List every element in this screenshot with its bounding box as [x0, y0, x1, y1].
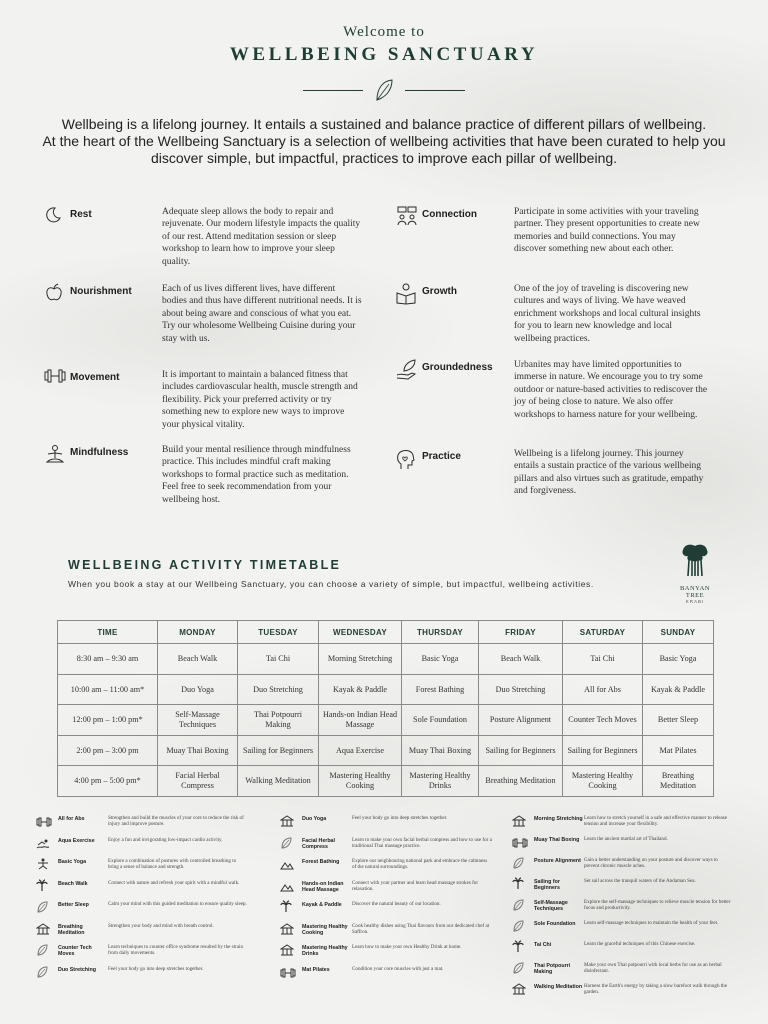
pillar-name: Groundedness: [422, 362, 493, 373]
timetable-row: [58, 674, 714, 705]
column-header: FRIDAY: [479, 621, 563, 644]
legend-item: [280, 900, 510, 922]
mountain-icon: [280, 879, 302, 893]
legend-item: [36, 879, 276, 901]
legend-activity-description: Learn to make your own facial herbal compress and how to use for a traditional Thai massage practice.: [352, 836, 492, 849]
pavilion-icon: [280, 922, 302, 936]
pavilion-icon: [36, 922, 58, 936]
legend-item: [280, 836, 510, 858]
legend-activity-description: Learn techniques to counter office syndrome resulted by the strain from daily movements.: [108, 944, 243, 957]
activity-cell: Basic Yoga: [643, 644, 714, 675]
legend-activity-name: Mastering Healthy Drinks: [302, 945, 348, 958]
legend-activity-description: Explore the self-massage techniques to relieve muscle tension for better focus and productivity.: [584, 899, 731, 912]
intro-paragraph: [30, 116, 738, 167]
dumbbell-icon: [280, 965, 302, 979]
legend-activity-name: Muay Thai Boxing: [534, 837, 580, 843]
legend-item: [512, 877, 744, 898]
legend-item: [280, 814, 510, 836]
activity-cell: Beach Walk: [479, 644, 563, 675]
legend-item: [512, 961, 744, 982]
tree-icon: [680, 542, 710, 578]
legend-item: [36, 900, 276, 922]
legend-activity-name: Posture Alignment: [534, 858, 581, 864]
leaf-icon: [512, 856, 534, 870]
legend-activity-name: Basic Yoga: [58, 859, 87, 865]
pillar-rest: [44, 206, 362, 268]
activity-cell: Muay Thai Boxing: [158, 735, 238, 766]
leaf-icon: [36, 943, 58, 957]
pillar-mindfulness: [44, 444, 362, 506]
legend-activity-name: Forest Bathing: [302, 859, 340, 865]
legend-activity-description: Explore our neighbouring national park and embrace the calmness of the natural surroundings.: [352, 858, 488, 871]
legend-column: [36, 814, 276, 986]
palm-icon: [512, 877, 534, 891]
legend-item: [36, 943, 276, 965]
pillar-description: Each of us lives different lives, have different bodies and thus have different nutritional needs. It is about being aware and conscious of what you eat. Try our wholesome Wellbeing Cuisine during your stay with us.: [162, 284, 362, 344]
legend-activity-name: Mat Pilates: [302, 966, 330, 973]
leaf-icon: [280, 836, 302, 850]
legend-activity-description: Harness the Earth's energy by taking a slow barefoot walk through the garden.: [584, 983, 727, 996]
leaf-icon: [512, 919, 534, 933]
moon-icon: [44, 206, 70, 228]
page-title: WELLBEING SANCTUARY: [229, 44, 539, 65]
activity-cell: Kayak & Paddle: [643, 674, 714, 705]
column-header: TIME: [58, 621, 158, 644]
legend-activity-description: Learn self-massage techniques to maintain the health of your feet.: [584, 920, 719, 926]
activity-cell: Breathing Meditation: [479, 766, 563, 797]
timetable-title: WELLBEING ACTIVITY TIMETABLE: [68, 558, 342, 572]
palm-icon: [280, 900, 302, 914]
legend-item: [512, 835, 744, 856]
activity-cell: Forest Bathing: [402, 674, 479, 705]
legend-column: [280, 814, 510, 986]
divider-line-left: [303, 90, 363, 91]
brand-location: KRABI: [685, 599, 705, 604]
legend-activity-name: Beach Walk: [58, 880, 88, 887]
legend-activity-description: Learn the graceful techniques of this Chinese exercise.: [584, 941, 696, 947]
legend-item: [512, 940, 744, 961]
divider-line-right: [405, 90, 465, 91]
activity-cell: Mastering Healthy Cooking: [319, 766, 402, 797]
legend-activity-name: Morning Stretching: [534, 816, 583, 822]
legend-activity-name: Duo Yoga: [302, 816, 327, 822]
legend-column: [512, 814, 744, 1003]
activity-cell: Tai Chi: [563, 644, 643, 675]
legend-item: [36, 836, 276, 858]
pavilion-icon: [512, 814, 534, 828]
activity-cell: Facial Herbal Compress: [158, 766, 238, 797]
title-divider: [0, 78, 768, 102]
pillar-practice: [396, 448, 708, 498]
activity-cell: Mastering Healthy Drinks: [402, 766, 479, 797]
leaf-icon: [373, 78, 395, 102]
legend-item: [280, 943, 510, 965]
pavilion-icon: [280, 814, 302, 828]
intro-line: At the heart of the Wellbeing Sanctuary is a selection of wellbeing activities that have been curated to help you: [42, 133, 726, 149]
legend-activity-name: Self-Massage Techniques: [534, 900, 568, 913]
leaf-icon: [36, 900, 58, 914]
legend-activity-name: Better Sleep: [58, 902, 89, 908]
legend-item: [512, 814, 744, 835]
pillar-description: Wellbeing is a lifelong journey. This journey entails a sustain practice of the various wellbeing pillars and also virtues such as gratitude, empathy and forgiveness.: [514, 449, 704, 497]
mountain-icon: [280, 857, 302, 871]
legend-activity-description: Cook healthy dishes using Thai flavours from our dedicated chef at Saffron.: [352, 922, 490, 935]
legend-activity-description: Strengthen your body and mind with breath control.: [108, 922, 214, 929]
activity-cell: Duo Stretching: [238, 674, 319, 705]
pillar-name: Practice: [422, 451, 461, 462]
legend-activity-description: Learn the ancient martial art of Thailand.: [584, 836, 668, 842]
swim-icon: [36, 836, 58, 850]
activity-cell: Tai Chi: [238, 644, 319, 675]
pillar-name: Connection: [422, 209, 477, 220]
activity-cell: Breathing Meditation: [643, 766, 714, 797]
legend-activity-description: Connect with your partner and learn head massage strokes for relaxation.: [352, 879, 479, 892]
legend-activity-name: Facial Herbal Compress: [302, 837, 335, 850]
head-heart-icon: [396, 448, 422, 470]
activity-cell: All for Abs: [563, 674, 643, 705]
legend-activity-name: Tai Chi: [534, 942, 552, 948]
dumbbell-icon: [36, 814, 58, 828]
legend-activity-name: Breathing Meditation: [58, 923, 85, 936]
legend-item: [36, 814, 276, 836]
pavilion-icon: [280, 943, 302, 957]
time-cell: 4:00 pm – 5:00 pm*: [58, 766, 158, 797]
legend-item: [36, 922, 276, 944]
time-cell: 10:00 am – 11:00 am*: [58, 674, 158, 705]
activity-cell: Beach Walk: [158, 644, 238, 675]
pillar-description: One of the joy of traveling is discovering new cultures and ways of living. We have weaved enrichment workshops and local cultural insights for you to learn new knowledge and local wellbeing practices.: [514, 284, 701, 344]
activity-cell: Sailing for Beginners: [563, 735, 643, 766]
banyan-tree-logo: [670, 542, 720, 604]
legend-item: [512, 898, 744, 919]
activity-cell: Hands-on Indian Head Massage: [319, 705, 402, 736]
legend-activity-name: Sailing for Beginners: [534, 879, 560, 892]
legend-activity-name: Hands-on Indian Head Massage: [302, 880, 344, 893]
pillar-groundedness: [396, 359, 708, 421]
pavilion-icon: [512, 982, 534, 996]
activity-cell: Basic Yoga: [402, 644, 479, 675]
activity-cell: Morning Stretching: [319, 644, 402, 675]
pillar-name: Growth: [422, 286, 457, 297]
leaf-icon: [512, 961, 534, 975]
legend-item: [280, 857, 510, 879]
activity-cell: Mat Pilates: [643, 735, 714, 766]
legend-activity-description: Make your own Thai potpourri with local herbs for use as an herbal disinfectant.: [584, 962, 722, 975]
pillar-name: Movement: [70, 372, 120, 383]
legend-activity-description: Gain a better understanding on your posture and discover ways to prevent chronic muscle aches.: [584, 857, 718, 870]
legend-activity-description: Learn how to make your own Healthy Drink at home.: [352, 944, 462, 950]
pillar-name: Mindfulness: [70, 447, 129, 458]
legend-activity-name: Counter Tech Moves: [58, 945, 92, 958]
pillar-description: Participate in some activities with your traveling partner. They present opportunities to create new memories and build connections. You may discover something new about each other.: [514, 207, 700, 255]
palm-icon: [512, 940, 534, 954]
activity-cell: Counter Tech Moves: [563, 705, 643, 736]
legend-activity-description: Calm your mind with this guided meditation to ensure quality sleep.: [108, 901, 247, 907]
hand-leaf-icon: [396, 359, 422, 381]
pillar-nourishment: [44, 283, 362, 345]
legend-activity-name: Thai Potpourri Making: [534, 963, 571, 976]
legend-activity-description: Feel your body go into deep stretches together.: [352, 815, 448, 821]
intro-line: discover simple, but impactful, practices to improve each pillar of wellbeing.: [150, 150, 618, 166]
legend-activity-name: Mastering Healthy Cooking: [302, 923, 348, 936]
book-icon: [396, 283, 422, 305]
legend-activity-description: Enjoy a fun and invigorating low-impact cardio activity.: [108, 836, 223, 843]
column-header: SUNDAY: [643, 621, 714, 644]
column-header: MONDAY: [158, 621, 238, 644]
timetable-row: [58, 735, 714, 766]
legend-activity-name: Kayak & Paddle: [302, 902, 342, 908]
legend-activity-description: Set sail across the tranquil waters of the Andaman Sea.: [584, 878, 696, 884]
welcome-text: Welcome to: [343, 24, 425, 40]
column-header: THURSDAY: [402, 621, 479, 644]
legend-activity-name: Walking Meditation: [534, 984, 583, 990]
pillar-name: Rest: [70, 209, 92, 220]
people-icon: [396, 206, 422, 228]
dumbbell-icon: [44, 369, 70, 391]
time-cell: 12:00 pm – 1:00 pm*: [58, 705, 158, 736]
legend-activity-name: Aqua Exercise: [58, 837, 95, 844]
legend-activity-description: Discover the natural beauty of our location.: [352, 901, 441, 907]
legend-item: [280, 879, 510, 901]
activity-cell: Duo Stretching: [479, 674, 563, 705]
legend-item: [280, 965, 510, 987]
activity-cell: Duo Yoga: [158, 674, 238, 705]
column-header: TUESDAY: [238, 621, 319, 644]
legend-activity-description: Connect with nature and refresh your spirit with a mindful walk.: [108, 879, 240, 886]
pillar-connection: [396, 206, 708, 256]
legend-item: [36, 857, 276, 879]
activity-timetable: [57, 620, 714, 797]
pillar-description: It is important to maintain a balanced fitness that includes cardiovascular health, muscle strength and flexibility. Pick your preferred activity or try something new to explore new ways to improve your physical vitality.: [162, 370, 358, 430]
column-header: SATURDAY: [563, 621, 643, 644]
timetable-row: [58, 644, 714, 675]
legend-activity-description: Strengthen and build the muscles of your core to reduce the risk of injury and improve posture.: [108, 815, 244, 828]
activity-cell: Thai Potpourri Making: [238, 705, 319, 736]
leaf-icon: [36, 965, 58, 979]
legend-activity-name: All for Abs: [58, 816, 85, 822]
time-cell: 2:00 pm – 3:00 pm: [58, 735, 158, 766]
legend-activity-description: Condition your core muscles with just a mat.: [352, 965, 444, 972]
pillar-movement: [44, 369, 362, 431]
dumbbell-icon: [512, 835, 534, 849]
intro-line: Wellbeing is a lifelong journey. It entails a sustained and balance practice of different pillars of wellbeing.: [61, 116, 707, 132]
activity-cell: Better Sleep: [643, 705, 714, 736]
legend-item: [512, 919, 744, 940]
activity-cell: Sole Foundation: [402, 705, 479, 736]
apple-icon: [44, 283, 70, 305]
activity-cell: Kayak & Paddle: [319, 674, 402, 705]
timetable-header-row: [58, 621, 714, 644]
legend-item: [512, 982, 744, 1003]
meditation-icon: [44, 444, 70, 466]
activity-cell: Sailing for Beginners: [479, 735, 563, 766]
legend-activity-description: Learn how to stretch yourself in a safe and effective manner to release tension and increase your flexibility.: [584, 815, 728, 828]
timetable-row: [58, 705, 714, 736]
activity-cell: Sailing for Beginners: [238, 735, 319, 766]
pillar-description: Urbanites may have limited opportunities to immerse in nature. We encourage you to try some outdoor or nature-based activities to rediscover the joy of being close to nature. We also offer workshops to harness nature for your wellbeing.: [514, 360, 708, 420]
palm-icon: [36, 879, 58, 893]
timetable-subtitle: When you book a stay at our Wellbeing Sanctuary, you can choose a variety of simple, but impactful, wellbeing activities.: [68, 579, 594, 589]
activity-cell: Walking Meditation: [238, 766, 319, 797]
yoga-icon: [36, 857, 58, 871]
leaf-icon: [512, 898, 534, 912]
activity-cell: Posture Alignment: [479, 705, 563, 736]
legend-item: [36, 965, 276, 987]
pillar-description: Build your mental resilience through mindfulness practice. This includes mindful craft making workshops to formal practice such as meditation. Feel free to seek recommendation from your wellbeing host.: [162, 445, 351, 505]
activity-cell: Muay Thai Boxing: [402, 735, 479, 766]
time-cell: 8:30 am – 9:30 am: [58, 644, 158, 675]
activity-cell: Aqua Exercise: [319, 735, 402, 766]
timetable-row: [58, 766, 714, 797]
legend-item: [512, 856, 744, 877]
activity-cell: Mastering Healthy Cooking: [563, 766, 643, 797]
pillar-description: Adequate sleep allows the body to repair and rejuvenate. Our modern lifestyle impacts the quality of our rest. Attend meditation session or sleep workshop to learn how to improve your sleep quality.: [162, 207, 361, 267]
pillar-name: Nourishment: [70, 286, 132, 297]
column-header: WEDNESDAY: [319, 621, 402, 644]
legend-activity-name: Duo Stretching: [58, 966, 96, 973]
brand-name: BANYAN TREE: [679, 585, 711, 599]
legend-activity-description: Explore a combination of postures with controlled breathing to bring a sense of balance and strength.: [108, 858, 237, 871]
legend-activity-description: Feel your body go into deep stretches together.: [108, 965, 204, 972]
activity-cell: Self-Massage Techniques: [158, 705, 238, 736]
legend-item: [280, 922, 510, 944]
pillar-growth: [396, 283, 708, 345]
legend-activity-name: Sole Foundation: [534, 921, 576, 927]
